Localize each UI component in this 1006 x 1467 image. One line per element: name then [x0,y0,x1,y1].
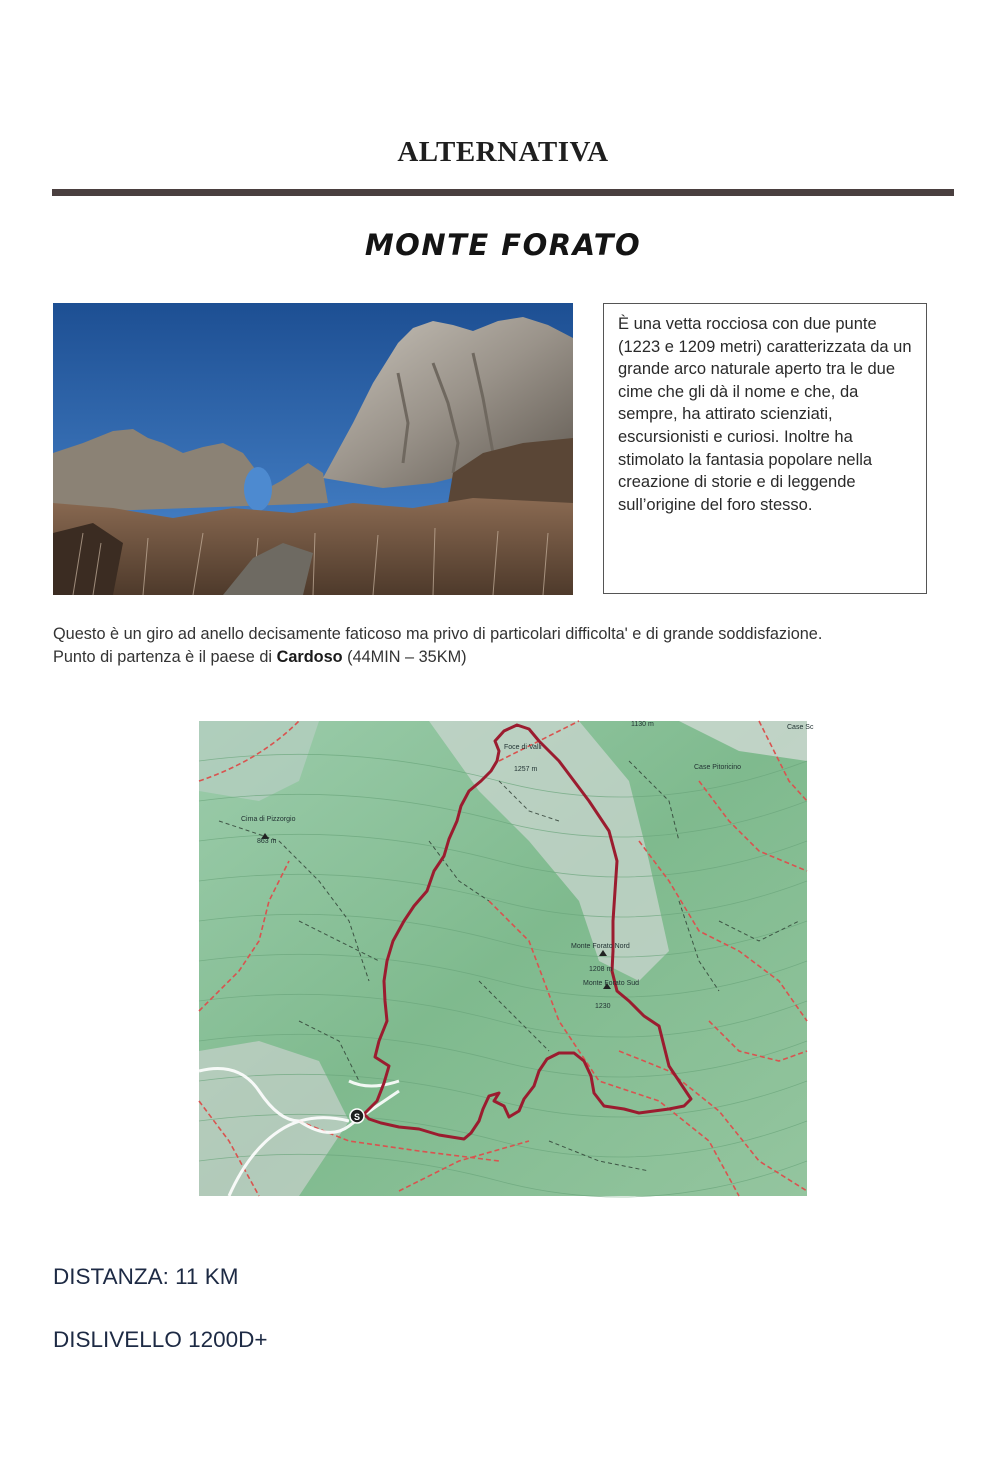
info-text: È una vetta rocciosa con due punte (1223 e 1209 metri) caratterizzata da un grande arco naturale aperto tra le due cime che gli dà il nome e che, da sempre, ha attirato scienziati, escursionisti e curiosi. Inoltre ha stimolato la fantasia popolare nella creazione di storie e di leggende sull’origine del foro stesso. [618,315,912,514]
page-heading: ALTERNATIVA [397,136,609,168]
heading-divider [52,189,954,196]
label-case-sc: Case Sc [787,724,814,731]
label-nord-elev: 1208 m [589,966,613,973]
label-sud-elev: 1230 [595,1003,611,1010]
start-marker-label: S [353,1112,361,1122]
page-subtitle: MONTE FORATO [364,228,642,262]
label-pizzorgio-elev: 863 m [257,838,277,845]
start-town: Cardoso [276,647,343,666]
intro-line-2 [53,646,973,669]
intro-line-2-prefix: Punto di partenza è il paese di [53,647,277,666]
label-pizzorgio: Cima di Pizzorgio [241,816,296,823]
label-monte-forato-nord: Monte Forato Nord [571,943,630,950]
label-elev-top: 1130 m [631,721,654,728]
intro-line-2-suffix: (44MIN – 35KM) [342,647,467,666]
intro-paragraph [53,623,973,668]
intro-line-1: Questo è un giro ad anello decisamente faticoso ma privo di particolari difficolta' e di grande soddisfazione. [53,625,823,643]
label-foce: Foce di Valli [504,744,542,751]
route-map [199,721,814,1196]
label-foce-elev: 1257 m [514,766,538,773]
label-case-pitoricino: Case Pitoricino [694,764,742,771]
info-box [603,303,927,594]
distance-stat: DISTANZA: 11 KM [53,1264,239,1289]
label-monte-forato-sud: Monte Forato Sud [583,980,640,987]
mountain-photo [53,303,573,595]
elevation-stat: DISLIVELLO 1200D+ [53,1327,268,1352]
